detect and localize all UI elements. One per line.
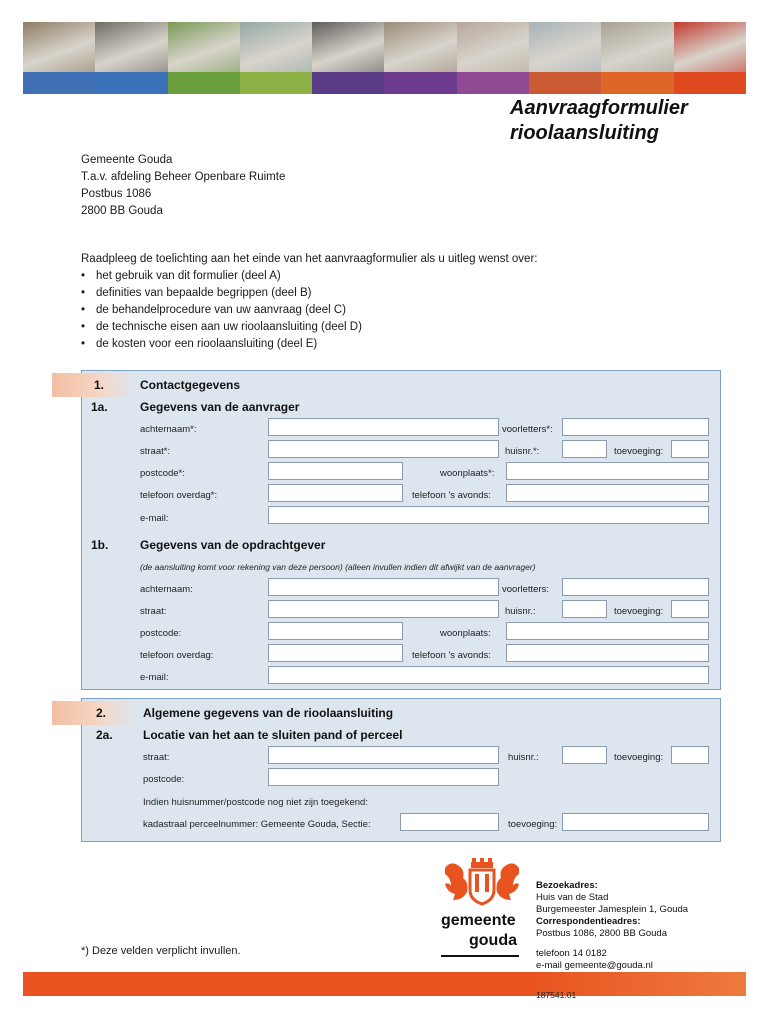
intro-bullet: • het gebruik van dit formulier (deel A) [81, 268, 537, 285]
label-opdr-straat: straat: [140, 606, 167, 617]
locatie-straat-input[interactable] [268, 746, 499, 764]
opdr-voorletters-input[interactable] [562, 578, 709, 596]
label-opdr-telefoon-avonds: telefoon 's avonds: [412, 650, 491, 661]
photo-church [529, 22, 601, 94]
photo-color-band [168, 72, 240, 94]
contact-block [536, 880, 688, 972]
correspondentieadres-label: Correspondentieadres: [536, 916, 641, 927]
locatie-toevoeging-input[interactable] [671, 746, 709, 764]
contact-email: e-mail gemeente@gouda.nl [536, 960, 653, 971]
correspondentieadres-line: Postbus 1086, 2800 BB Gouda [536, 928, 667, 939]
opdr-straat-input[interactable] [268, 600, 499, 618]
recipient-address [81, 152, 285, 220]
photo-red-signs [674, 22, 746, 94]
contact-phone: telefoon 14 0182 [536, 948, 607, 959]
photo-color-band [312, 72, 384, 94]
section-1b-title: Gegevens van de opdrachtgever [140, 538, 326, 552]
photo-plaza [601, 22, 673, 94]
logo-text-gemeente: gemeente [441, 912, 516, 929]
section-1-number: 1. [94, 378, 105, 392]
section-1b-number: 1b. [91, 538, 109, 552]
label-straat: straat*: [140, 446, 171, 457]
photo-color-band [601, 72, 673, 94]
title-line-1: Aanvraagformulier [510, 97, 688, 119]
label-email: e-mail: [140, 513, 169, 524]
photo-map [457, 22, 529, 94]
locatie-huisnr-input[interactable] [562, 746, 607, 764]
label-locatie-postcode: postcode: [143, 774, 185, 785]
label-telefoon-overdag: telefoon overdag*: [140, 490, 218, 501]
opdr-achternaam-input[interactable] [268, 578, 499, 596]
opdr-telefoon-avonds-input[interactable] [506, 644, 709, 662]
photo-tiles-1 [23, 22, 95, 94]
intro-text [81, 251, 537, 353]
label-kadastraal-toevoeging: toevoeging: [508, 819, 558, 830]
label-opdr-woonplaats: woonplaats: [440, 628, 491, 639]
address-line: Gemeente Gouda [81, 154, 173, 166]
telefoon-avonds-input[interactable] [506, 484, 709, 502]
label-huisnr: huisnr.*: [505, 446, 540, 457]
photo-color-band [674, 72, 746, 94]
photo-color-band [23, 72, 95, 94]
label-locatie-toevoeging: toevoeging: [614, 752, 664, 763]
logo-underline [441, 955, 519, 957]
label-locatie-huisnr: huisnr.: [508, 752, 539, 763]
section-2a-number: 2a. [96, 728, 113, 742]
kadastraal-sectie-input[interactable] [400, 813, 499, 831]
section-1a-number: 1a. [91, 400, 108, 414]
label-achternaam: achternaam*: [140, 424, 197, 435]
section-2-number-tab [52, 701, 136, 725]
page-title [510, 96, 688, 146]
photo-color-band [240, 72, 312, 94]
intro-bullet: • de kosten voor een rioolaansluiting (deel E) [81, 336, 537, 353]
opdr-telefoon-overdag-input[interactable] [268, 644, 403, 662]
bezoekadres-label: Bezoekadres: [536, 880, 598, 891]
label-voorletters: voorletters*: [502, 424, 553, 435]
achternaam-input[interactable] [268, 418, 499, 436]
opdr-email-input[interactable] [268, 666, 709, 684]
voorletters-input[interactable] [562, 418, 709, 436]
label-opdr-postcode: postcode: [140, 628, 182, 639]
woonplaats-input[interactable] [506, 462, 709, 480]
intro-bullet: • de behandelprocedure van uw aanvraag (deel C) [81, 302, 537, 319]
huisnr-input[interactable] [562, 440, 607, 458]
photo-street [312, 22, 384, 94]
straat-input[interactable] [268, 440, 499, 458]
label-postcode: postcode*: [140, 468, 185, 479]
label-kadastraal: kadastraal perceelnummer: Gemeente Gouda, Sectie: [143, 819, 371, 830]
label-toevoeging: toevoeging: [614, 446, 664, 457]
photo-color-band [457, 72, 529, 94]
title-line-2: rioolaansluiting [510, 122, 659, 144]
bezoekadres-line: Huis van de Stad [536, 892, 609, 903]
logo-text-gouda: gouda [469, 932, 517, 949]
section-1b-note: (de aansluiting komt voor rekening van deze persoon) (alleen invullen indien dit afwijkt van de aanvrager) [140, 562, 536, 572]
header-photo-strip [23, 22, 746, 94]
bezoekadres-line: Burgemeester Jamesplein 1, Gouda [536, 904, 689, 915]
postcode-input[interactable] [268, 462, 403, 480]
address-line: Postbus 1086 [81, 188, 152, 200]
label-woonplaats: woonplaats*: [440, 468, 495, 479]
opdr-huisnr-input[interactable] [562, 600, 607, 618]
locatie-postcode-input[interactable] [268, 768, 499, 786]
label-opdr-email: e-mail: [140, 672, 169, 683]
toevoeging-input[interactable] [671, 440, 709, 458]
photo-canal [240, 22, 312, 94]
email-input[interactable] [268, 506, 709, 524]
photo-color-band [529, 72, 601, 94]
photo-color-band [384, 72, 456, 94]
gouda-coat-of-arms-logo [441, 858, 523, 958]
label-telefoon-avonds: telefoon 's avonds: [412, 490, 491, 501]
photo-city-hall [384, 22, 456, 94]
label-opdr-achternaam: achternaam: [140, 584, 193, 595]
label-opdr-telefoon-overdag: telefoon overdag: [140, 650, 214, 661]
section-2-title: Algemene gegevens van de rioolaansluiting [143, 706, 394, 720]
required-fields-note: *) Deze velden verplicht invullen. [81, 945, 241, 957]
kadastraal-toevoeging-input[interactable] [562, 813, 709, 831]
photo-tiles-2 [95, 22, 167, 94]
section-2-number: 2. [96, 706, 107, 720]
intro-lead: Raadpleeg de toelichting aan het einde van het aanvraagformulier als u uitleg wenst over: [81, 253, 538, 265]
section-1-title: Contactgegevens [140, 378, 241, 392]
address-line: T.a.v. afdeling Beheer Openbare Ruimte [81, 171, 286, 183]
intro-bullet: • definities van bepaalde begrippen (deel B) [81, 285, 537, 302]
opdr-postcode-input[interactable] [268, 622, 403, 640]
footer-orange-bar [23, 972, 746, 996]
intro-bullet-list [81, 268, 537, 353]
photo-green-field [168, 22, 240, 94]
lion-crest-icon [441, 858, 523, 908]
telefoon-overdag-input[interactable] [268, 484, 403, 502]
section-1a-title: Gegevens van de aanvrager [140, 400, 300, 414]
label-opdr-voorletters: voorletters: [502, 584, 549, 595]
opdr-toevoeging-input[interactable] [671, 600, 709, 618]
address-line: 2800 BB Gouda [81, 205, 163, 217]
label-no-number-yet: Indien huisnummer/postcode nog niet zijn toegekend: [143, 797, 368, 808]
intro-bullet: • de technische eisen aan uw rioolaansluiting (deel D) [81, 319, 537, 336]
document-number: 187541.01 [536, 990, 577, 1000]
label-locatie-straat: straat: [143, 752, 170, 763]
label-opdr-toevoeging: toevoeging: [614, 606, 664, 617]
label-opdr-huisnr: huisnr.: [505, 606, 536, 617]
section-2a-title: Locatie van het aan te sluiten pand of perceel [143, 728, 403, 742]
opdr-woonplaats-input[interactable] [506, 622, 709, 640]
photo-color-band [95, 72, 167, 94]
